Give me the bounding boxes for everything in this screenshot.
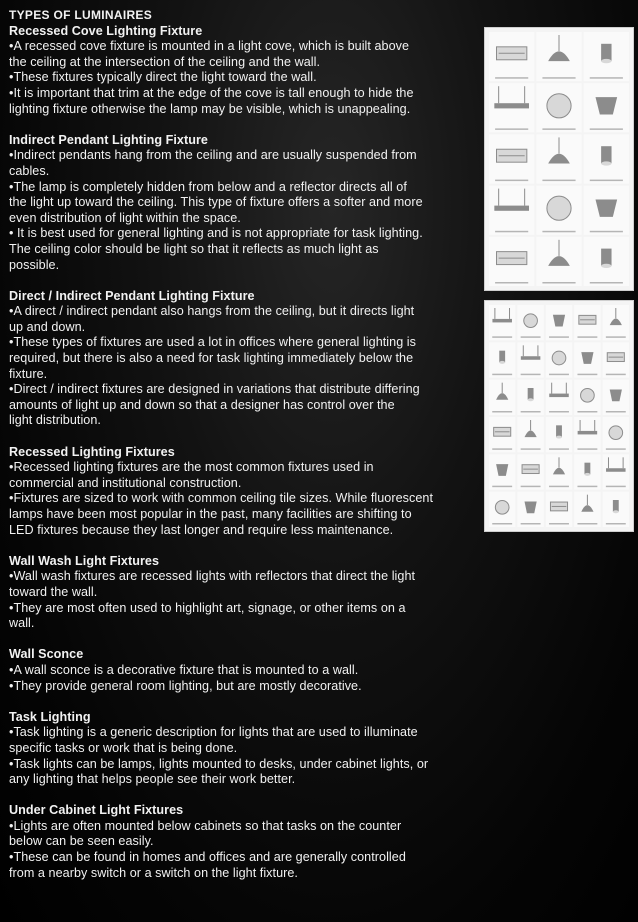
fixture-illustrations-image bbox=[485, 28, 633, 290]
body-line: the ceiling at the intersection of the ceiling and the wall. bbox=[9, 54, 321, 69]
body-line: •Fixtures are sized to work with common ceiling tile sizes. While fluorescent bbox=[9, 491, 433, 506]
fixture-thumbnail bbox=[574, 492, 600, 527]
fixture-thumbnail bbox=[584, 83, 629, 132]
body-line: from a nearby switch or a switch on the light fixture. bbox=[9, 865, 298, 880]
fixture-thumbnail bbox=[489, 305, 515, 340]
body-line: •Task lights can be lamps, lights mounted to desks, under cabinet lights, or bbox=[9, 756, 429, 771]
luminaire-catalog-figure-2 bbox=[484, 300, 634, 532]
body-line: fixture. bbox=[9, 366, 48, 381]
body-line: amounts of light up and down so that a designer has control over the bbox=[9, 397, 395, 412]
sections-container bbox=[9, 24, 481, 882]
section-heading: Under Cabinet Light Fixtures bbox=[9, 803, 184, 818]
body-line: cables. bbox=[9, 163, 50, 178]
body-line: possible. bbox=[9, 257, 60, 272]
fixture-thumbnail bbox=[584, 186, 629, 235]
section-heading: Direct / Indirect Pendant Lighting Fixture bbox=[9, 288, 255, 303]
fixture-thumbnail bbox=[536, 237, 581, 286]
fixture-thumbnail bbox=[574, 305, 600, 340]
body-line: •Task lighting is a generic description for lights that are used to illuminate bbox=[9, 725, 418, 740]
body-line: the light up toward the ceiling. This type of fixture offers a softer and more bbox=[9, 195, 423, 210]
fixture-thumbnail bbox=[603, 380, 629, 415]
body-line: •They are most often used to highlight art, signage, or other items on a bbox=[9, 600, 406, 615]
fixture-thumbnail bbox=[489, 134, 534, 183]
section-heading: Recessed Cove Lighting Fixture bbox=[9, 23, 203, 38]
fixture-thumbnail bbox=[517, 417, 543, 452]
body-line: •These can be found in homes and offices and are generally controlled bbox=[9, 850, 406, 865]
fixture-thumbnail bbox=[546, 342, 572, 377]
body-line: •Recessed lighting fixtures are the most common fixtures used in bbox=[9, 460, 374, 475]
body-line: •It is important that trim at the edge of the cove is tall enough to hide the bbox=[9, 85, 414, 100]
section-heading: Wall Sconce bbox=[9, 647, 84, 662]
body-line: •A direct / indirect pendant also hangs from the ceiling, but it directs light bbox=[9, 304, 415, 319]
fixture-thumbnail bbox=[603, 492, 629, 527]
fixture-thumbnail bbox=[489, 380, 515, 415]
fixture-thumbnail bbox=[546, 454, 572, 489]
body-line: lighting fixture otherwise the lamp may be visible, which is unappealing. bbox=[9, 101, 411, 116]
fixture-thumbnail bbox=[489, 32, 534, 81]
body-line: commercial and institutional construction. bbox=[9, 475, 242, 490]
document-text bbox=[9, 8, 481, 881]
body-line: any lighting that helps people see their work better. bbox=[9, 772, 296, 787]
body-line: •A recessed cove fixture is mounted in a light cove, which is built above bbox=[9, 39, 410, 54]
section-gap bbox=[9, 429, 481, 445]
body-line: •Indirect pendants hang from the ceiling and are usually suspended from bbox=[9, 148, 417, 163]
section-heading: Wall Wash Light Fixtures bbox=[9, 553, 159, 568]
fixture-thumbnail bbox=[489, 237, 534, 286]
fixture-thumbnail bbox=[546, 380, 572, 415]
fixture-thumbnail bbox=[517, 305, 543, 340]
fixture-thumbnail bbox=[517, 342, 543, 377]
body-line: below can be seen easily. bbox=[9, 834, 154, 849]
section-heading: Task Lighting bbox=[9, 709, 91, 724]
fixture-thumbnail bbox=[603, 417, 629, 452]
fixture-thumbnail bbox=[574, 417, 600, 452]
section-gap bbox=[9, 788, 481, 804]
body-line: toward the wall. bbox=[9, 584, 98, 599]
fixture-thumbnail bbox=[489, 492, 515, 527]
body-line: LED fixtures because they last longer and require less maintenance. bbox=[9, 522, 394, 537]
fixture-thumbnail bbox=[546, 492, 572, 527]
body-line: specific tasks or work that is being done. bbox=[9, 740, 238, 755]
section-gap bbox=[9, 632, 481, 648]
fixture-thumbnail bbox=[546, 417, 572, 452]
fixture-thumbnail bbox=[536, 83, 581, 132]
body-line: up and down. bbox=[9, 319, 86, 334]
fixture-thumbnail bbox=[517, 454, 543, 489]
section-gap bbox=[9, 273, 481, 289]
section-gap bbox=[9, 117, 481, 133]
fixture-thumbnail bbox=[584, 32, 629, 81]
section-heading: Recessed Lighting Fixtures bbox=[9, 444, 175, 459]
body-line: lamps have been most popular in the past, many facilities are shifting to bbox=[9, 507, 412, 521]
section-gap bbox=[9, 538, 481, 554]
fixture-thumbnail bbox=[584, 134, 629, 183]
body-line: The ceiling color should be light so that it reflects as much light as bbox=[9, 241, 379, 256]
body-line: •The lamp is completely hidden from below and a reflector directs all of bbox=[9, 179, 407, 194]
body-line: •These fixtures typically direct the light toward the wall. bbox=[9, 70, 317, 85]
luminaire-catalog-figure-1 bbox=[484, 27, 634, 291]
fixture-thumbnail bbox=[574, 342, 600, 377]
body-line: wall. bbox=[9, 616, 35, 631]
body-line: •Direct / indirect fixtures are designed in variations that distribute differing bbox=[9, 382, 420, 397]
body-line: required, but there is also a need for task lighting immediately below the bbox=[9, 351, 414, 366]
body-line: •They provide general room lighting, but are mostly decorative. bbox=[9, 678, 362, 693]
body-line: • It is best used for general lighting and is not appropriate for task lighting. bbox=[9, 226, 423, 241]
body-line: •A wall sconce is a decorative fixture that is mounted to a wall. bbox=[9, 662, 359, 677]
fixture-photos-image bbox=[485, 301, 633, 531]
fixture-thumbnail bbox=[489, 186, 534, 235]
fixture-thumbnail bbox=[584, 237, 629, 286]
fixture-thumbnail bbox=[517, 492, 543, 527]
fixture-thumbnail bbox=[536, 32, 581, 81]
fixture-thumbnail bbox=[536, 186, 581, 235]
fixture-thumbnail bbox=[546, 305, 572, 340]
page-title: TYPES OF LUMINAIRES bbox=[9, 8, 153, 22]
fixture-thumbnail bbox=[603, 454, 629, 489]
section-gap bbox=[9, 694, 481, 710]
body-line: even distribution of light within the space. bbox=[9, 210, 241, 225]
fixture-thumbnail bbox=[489, 454, 515, 489]
body-line: •These types of fixtures are used a lot in offices where general lighting is bbox=[9, 335, 416, 350]
body-line: •Wall wash fixtures are recessed lights with reflectors that direct the light bbox=[9, 569, 416, 584]
fixture-thumbnail bbox=[574, 454, 600, 489]
fixture-thumbnail bbox=[489, 342, 515, 377]
fixture-thumbnail bbox=[536, 134, 581, 183]
fixture-thumbnail bbox=[603, 342, 629, 377]
fixture-thumbnail bbox=[574, 380, 600, 415]
body-line: •Lights are often mounted below cabinets so that tasks on the counter bbox=[9, 818, 402, 833]
fixture-thumbnail bbox=[489, 83, 534, 132]
body-line: light distribution. bbox=[9, 413, 101, 428]
fixture-thumbnail bbox=[603, 305, 629, 340]
section-heading: Indirect Pendant Lighting Fixture bbox=[9, 132, 208, 147]
fixture-thumbnail bbox=[489, 417, 515, 452]
fixture-thumbnail bbox=[517, 380, 543, 415]
